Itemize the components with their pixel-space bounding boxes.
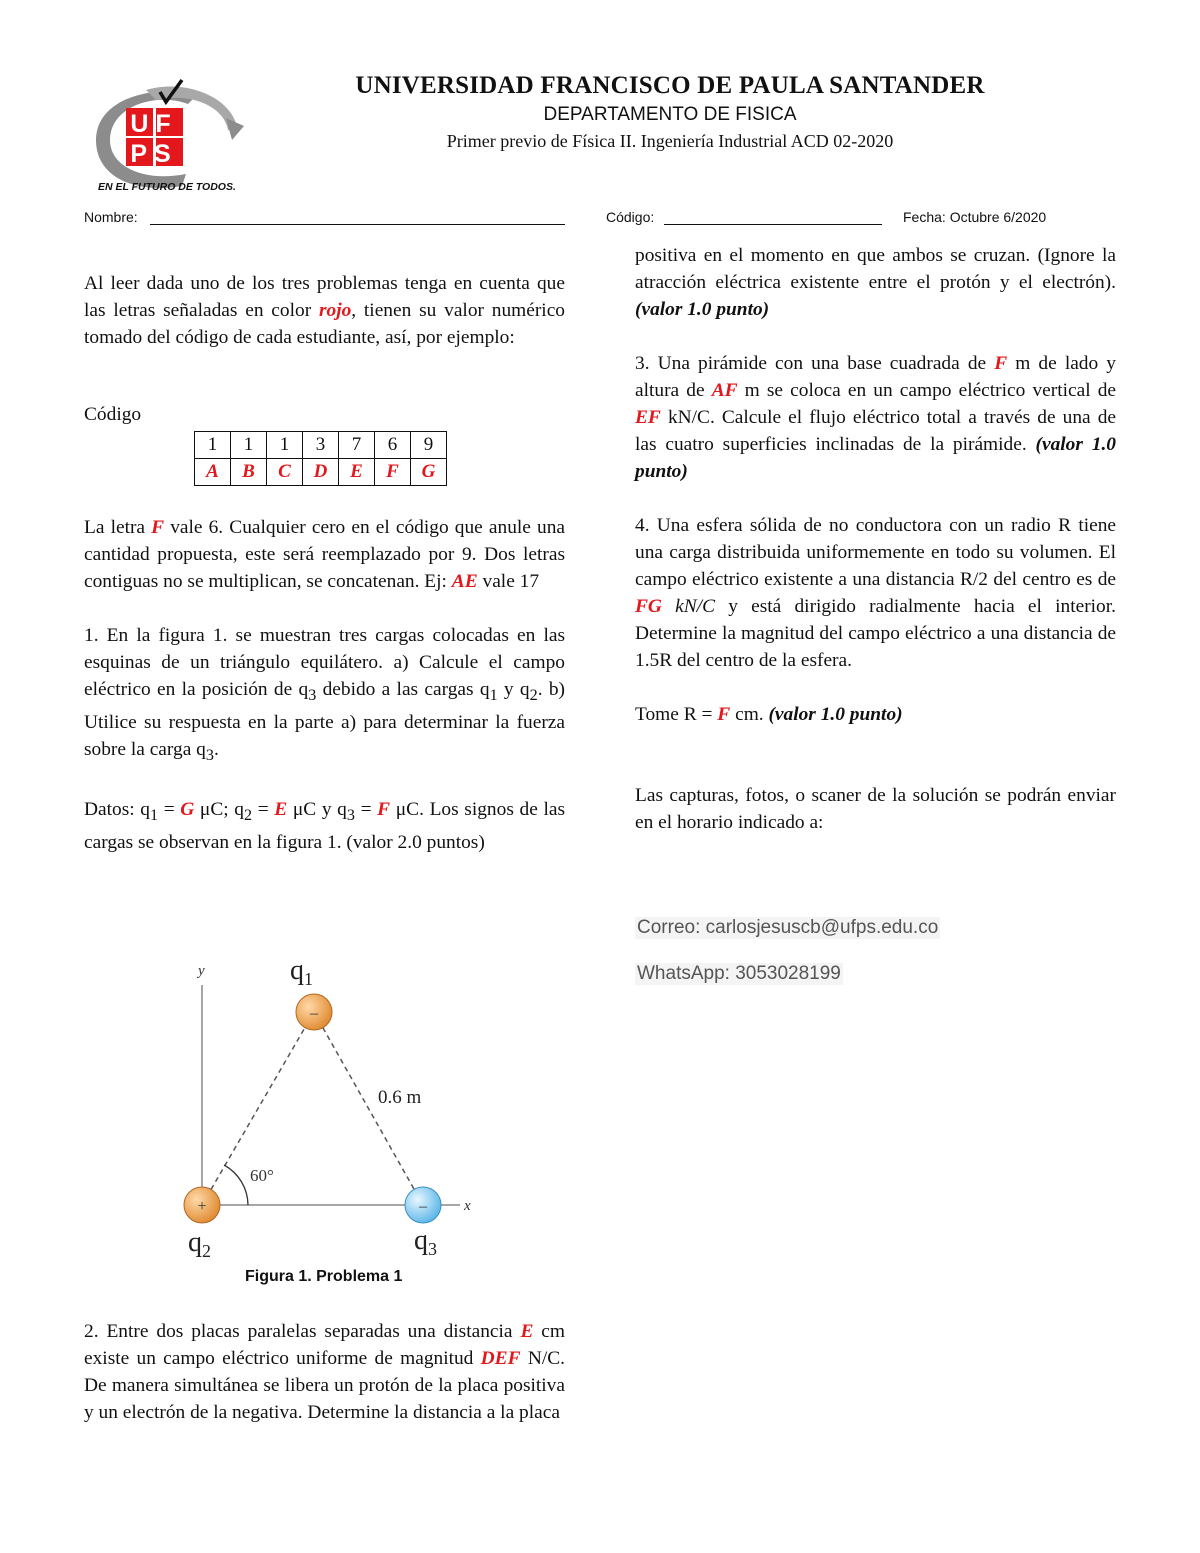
q3-sign: – <box>419 1198 427 1215</box>
angle-arc <box>224 1165 248 1205</box>
code-letter: C <box>267 459 303 486</box>
angle-label: 60° <box>250 1166 274 1185</box>
logo-slogan: EN EL FUTURO DE TODOS. <box>98 181 236 193</box>
code-digit: 9 <box>411 432 447 459</box>
code-digit: 1 <box>267 432 303 459</box>
submission-text: Las capturas, fotos, o scaner de la solución se podrán enviar en el horario indicado a: <box>635 785 1116 833</box>
figure-caption: Figura 1. Problema 1 <box>245 1268 403 1285</box>
nombre-field[interactable] <box>150 224 565 225</box>
code-letter: A <box>195 459 231 486</box>
logo-bottom-text: PS <box>130 140 178 168</box>
q2-sign: + <box>197 1198 207 1215</box>
university-title: UNIVERSIDAD FRANCISCO DE PAULA SANTANDER <box>355 72 985 99</box>
codigo-field[interactable] <box>664 224 882 225</box>
fecha-label: Fecha: Octubre 6/2020 <box>903 209 1047 225</box>
code-title: Código <box>84 404 142 425</box>
code-letter: B <box>231 459 267 486</box>
distance-label: 0.6 m <box>378 1087 422 1108</box>
email-contact[interactable]: Correo: carlosjesuscb@ufps.edu.co <box>637 917 939 938</box>
code-letters-row <box>195 459 447 486</box>
code-digit: 1 <box>195 432 231 459</box>
code-letter: F <box>375 459 411 486</box>
logo-top-text: UF <box>130 110 178 138</box>
problem2-section <box>84 1318 565 1453</box>
q2-label: $q_2$ <box>188 1227 211 1261</box>
q3-label: $q_3$ <box>414 1225 437 1259</box>
problem2-paragraph: 2. Entre dos placas paralelas separadas una distancia E cm existe un campo eléctrico uniforme de magnitud DEF N/C. De manera simultánea se libera un protón de la placa positiva y un electrón de la negativa. Determine la distancia a la placa <box>84 1321 565 1423</box>
intro-section <box>84 270 565 378</box>
x-axis-label: x <box>464 1198 471 1214</box>
department-title: DEPARTAMENTO DE FISICA <box>543 104 797 125</box>
code-digit: 6 <box>375 432 411 459</box>
code-letter: G <box>411 459 447 486</box>
code-letter: E <box>339 459 375 486</box>
code-digit: 3 <box>303 432 339 459</box>
nombre-label: Nombre: <box>84 209 138 225</box>
code-digit: 7 <box>339 432 375 459</box>
triangle-charges-figure <box>160 955 490 1265</box>
problem4-radius: Tome R = F cm. (valor 1.0 punto) <box>635 704 903 725</box>
codigo-label: Código: <box>606 209 655 225</box>
right-column <box>635 242 1116 863</box>
side-q1-q3 <box>314 1012 423 1205</box>
y-axis-label: y <box>198 963 205 979</box>
whatsapp-contact[interactable]: WhatsApp: 3053028199 <box>637 963 841 984</box>
rules-paragraph: La letra F vale 6. Cualquier cero en el código que anule una cantidad propuesta, este será reemplazado por 9. Dos letras contiguas no se multiplican, se concatenan. Ej: AE vale 17 <box>84 517 566 592</box>
problem1-paragraph: 1. En la figura 1. se muestran tres cargas colocadas en las esquinas de un triángulo equilátero. a) Calcule el campo eléctrico en la posición de $q_3$ debido a las cargas $q_1$ y $q_2$. b) Utilice su respuesta en la parte a) para determinar la fuerza sobre la carga $q_3$. <box>84 625 565 764</box>
problem1-data: Datos: $q_1 = G$ μC; $q_2 = E$ μC y $q_3 = F$ μC. Los signos de las cargas se observan en la figura 1. (valor 2.0 puntos) <box>84 798 565 853</box>
problem4-paragraph: 4. Una esfera sólida de no conductora con un radio R tiene una carga distribuida uniformemente en todo su volumen. El campo eléctrico existente a una distancia R/2 del centro es de FG kN/C y está dirigido radialmente hacia el interior. Determine la magnitud del campo eléctrico a una distancia de 1.5R del centro de la esfera. <box>635 515 1116 671</box>
q1-sign: – <box>310 1005 318 1022</box>
q1-label: $q_1$ <box>290 955 313 989</box>
code-letter: D <box>303 459 339 486</box>
problem3-paragraph: 3. Una pirámide con una base cuadrada de F m de lado y altura de AF m se coloca en un campo eléctrico vertical de EF kN/C. Calcule el flujo eléctrico total a través de una de las cuatro superficies inclinadas de la pirámide. (valor 1.0 punto) <box>635 353 1116 482</box>
code-digits-row <box>195 432 447 459</box>
problem2-continuation: positiva en el momento en que ambos se cruzan. (Ignore la atracción eléctrica existente entre el protón y el electrón). (valor 1.0 punto) <box>635 245 1116 320</box>
code-table <box>194 431 447 486</box>
code-digit: 1 <box>231 432 267 459</box>
intro-paragraph: Al leer dada uno de los tres problemas tenga en cuenta que las letras señaladas en color rojo, tienen su valor numérico tomado del código de cada estudiante, así, por ejemplo: <box>84 273 565 348</box>
exam-title: Primer previo de Física II. Ingeniería Industrial ACD 02-2020 <box>446 131 894 151</box>
rules-and-problem1 <box>84 514 565 883</box>
